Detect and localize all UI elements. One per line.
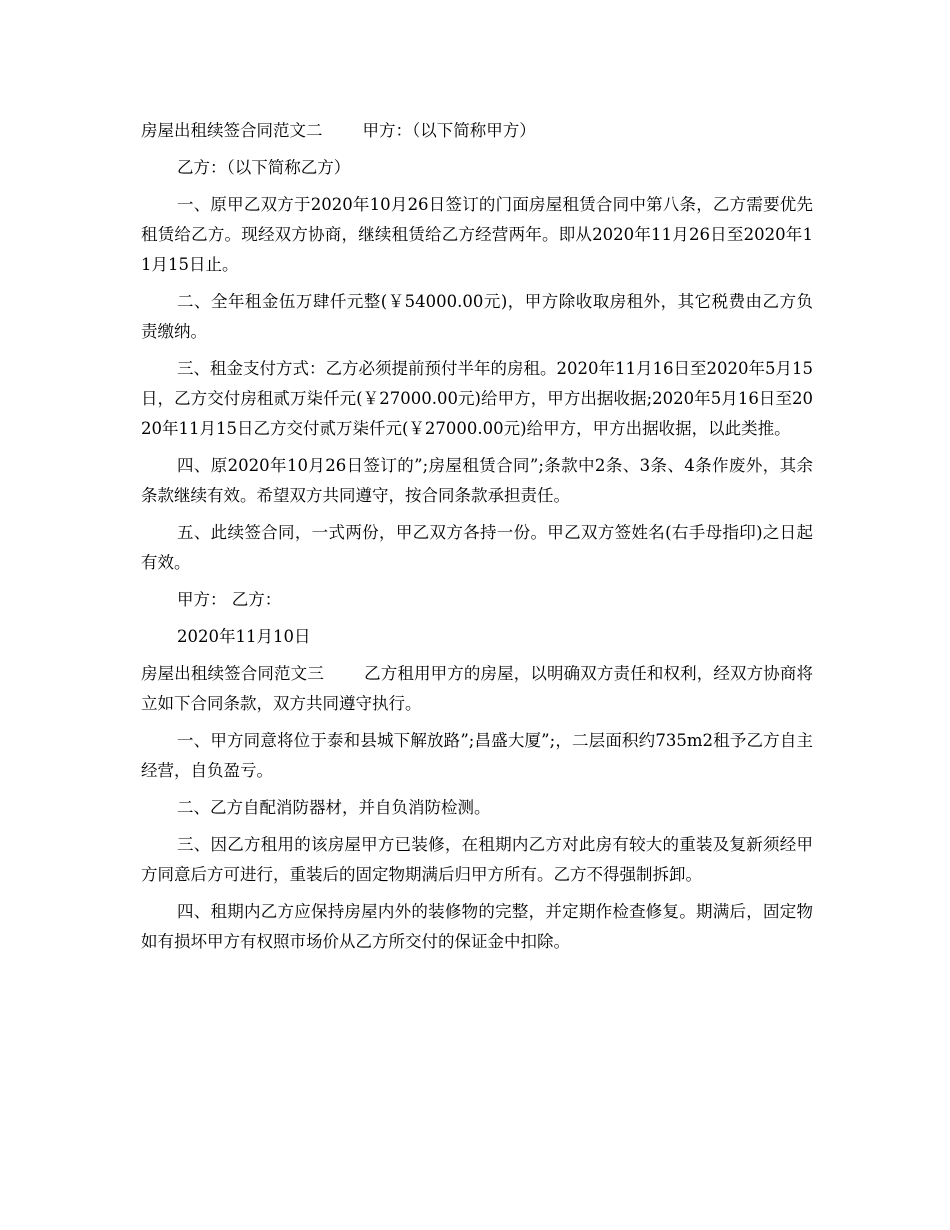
- signature-line: 甲方： 乙方：: [177, 590, 282, 609]
- document-body: [141, 116, 813, 964]
- section-title-two: 房屋出租续签合同范文二: [141, 121, 323, 140]
- clause-four: 四、原2020年10月26日签订的”;房屋租赁合同”;条款中2条、3条、4条作废外，其余条款继续有效。希望双方共同遵守，按合同条款承担责任。: [141, 456, 813, 505]
- section-title-three: 房屋出租续签合同范文三: [141, 664, 324, 683]
- paragraph-heading-two: [141, 116, 813, 146]
- clause-four-b: 四、租期内乙方应保持房屋内外的装修物的完整，并定期作检查修复。期满后，固定物如有损坏甲方有权照市场价从乙方所交付的保证金中扣除。: [141, 902, 813, 951]
- party-b-line: 乙方：（以下简称乙方）: [177, 158, 351, 177]
- clause-two: 二、全年租金伍万肆仟元整(￥54000.00元)，甲方除收取房租外，其它税费由乙方负责缴纳。: [141, 292, 813, 341]
- clause-one-b: 一、甲方同意将位于泰和县城下解放路”;昌盛大厦”;，二层面积约735m2租予乙方自主经营，自负盈亏。: [141, 731, 813, 780]
- intro-text: 乙方租用甲方的房屋，以明确双方责任和权利，经双方协商将立如下合同条款，双方共同遵守执行。: [141, 664, 814, 713]
- clause-three-b: 三、因乙方租用的该房屋甲方已装修，在租期内乙方对此房有较大的重装及复新须经甲方同意后方可进行，重装后的固定物期满后归甲方所有。乙方不得强制拆卸。: [141, 835, 813, 884]
- clause-two-b: 二、乙方自配消防器材，并自负消防检测。: [177, 798, 491, 817]
- clause-three: 三、租金支付方式：乙方必须提前预付半年的房租。2020年11月16日至2020年5月15日，乙方交付房租贰万柒仟元(￥27000.00元)给甲方，甲方出据收据;2020年5月16日至2020年11月15日乙方交付贰万柒仟元(￥27000.00元)给甲方，甲方出据收据，以此类推。: [141, 359, 813, 438]
- signature-date: 2020年11月10日: [177, 627, 311, 646]
- clause-one: 一、原甲乙双方于2020年10月26日签订的门面房屋租赁合同中第八条，乙方需要优先租赁给乙方。现经双方协商，继续租赁给乙方经营两年。即从2020年11月26日至2020年11月15日止。: [141, 195, 813, 274]
- party-a-line: 甲方：（以下简称甲方）: [362, 121, 536, 140]
- paragraph-heading-three: [141, 659, 813, 719]
- clause-five: 五、此续签合同，一式两份，甲乙双方各持一份。甲乙双方签姓名(右手母指印)之日起有效。: [141, 523, 813, 572]
